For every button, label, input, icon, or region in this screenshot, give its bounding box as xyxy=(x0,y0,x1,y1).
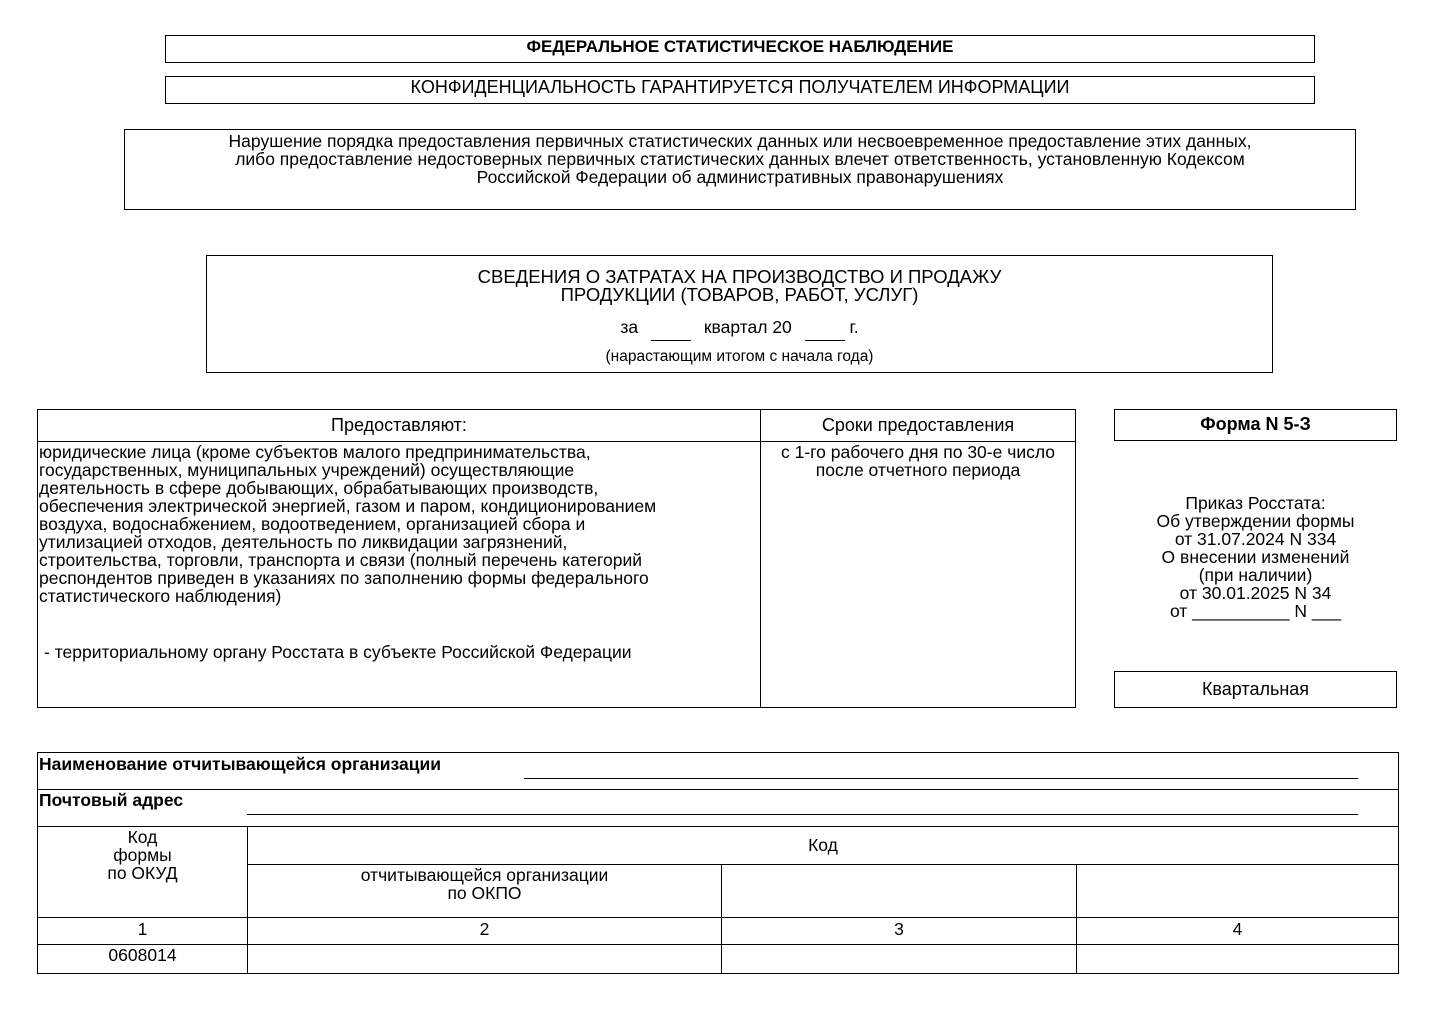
period-prefix: за xyxy=(620,317,639,337)
providers-line: воздуха, водоснабжением, водоотведением, организацией сбора и xyxy=(39,514,586,534)
okpo-header-line: по ОКПО xyxy=(447,883,522,903)
okud-header-line: по ОКУД xyxy=(107,863,178,883)
okpo-header-line: отчитывающейся организации xyxy=(360,865,609,885)
providers-header: Предоставляют: xyxy=(331,415,467,435)
okpo-code-field[interactable] xyxy=(248,945,721,974)
order-line: Об утверждении формы xyxy=(1156,511,1355,531)
col4-code-field[interactable] xyxy=(1077,945,1398,974)
deadline-line: с 1-го рабочего дня по 30-е число xyxy=(780,442,1055,462)
providers-line: деятельность в сфере добывающих, обрабатывающих производств, xyxy=(39,478,599,498)
column-number: 2 xyxy=(479,919,490,939)
report-period xyxy=(207,316,1272,341)
column-number: 4 xyxy=(1232,919,1243,939)
rosstat-order xyxy=(1114,494,1397,620)
column-number: 1 xyxy=(137,919,148,939)
providers-line: юридические лица (кроме субъектов малого предпринимательства, xyxy=(39,442,591,462)
report-title-line: СВЕДЕНИЯ О ЗАТРАТАХ НА ПРОИЗВОДСТВО И ПРОДАЖУ xyxy=(477,266,1002,287)
report-title xyxy=(207,268,1272,304)
cumulative-note: (нарастающим итогом с начала года) xyxy=(605,348,874,365)
period-quarter-label: квартал 20 xyxy=(703,317,792,337)
providers-line: обеспечения электрической энергией, газом и паром, кондиционированием xyxy=(39,496,657,516)
recipient-text: - территориальному органу Росстата в субъекте Российской Федерации xyxy=(44,642,632,662)
deadline-header: Сроки предоставления xyxy=(821,415,1015,435)
order-line: от __________ N ___ xyxy=(1169,601,1342,621)
postal-address-label: Почтовый адрес xyxy=(39,790,184,810)
row-divider xyxy=(38,826,1398,827)
organization-table xyxy=(37,752,1399,974)
quarter-input[interactable] xyxy=(651,316,691,341)
order-line: (при наличии) xyxy=(1198,565,1313,585)
providers-line: государственных, муниципальных учреждений) осуществляющие xyxy=(39,460,575,480)
year-input[interactable] xyxy=(805,316,845,341)
org-name-label: Наименование отчитывающейся организации xyxy=(39,754,441,774)
column-number: 3 xyxy=(894,919,904,939)
period-suffix: г. xyxy=(849,317,859,337)
deadline-line: после отчетного периода xyxy=(815,460,1021,480)
warning-line: Нарушение порядка предоставления первичных статистических данных или несвоевременное предоставление этих данных, xyxy=(228,131,1252,151)
form-number: Форма N 5-З xyxy=(1114,409,1397,441)
okpo-header xyxy=(248,866,721,902)
postal-address-field[interactable] xyxy=(247,795,1358,815)
providers-description xyxy=(39,443,759,605)
code-header: Код xyxy=(808,835,838,855)
warning-line: либо предоставление недостоверных первичных статистических данных влечет ответственность, установленную Кодексом xyxy=(235,149,1245,169)
providers-line: респондентов приведен в указаниях по заполнению формы федерального xyxy=(39,568,649,588)
confidentiality-header: КОНФИДЕНЦИАЛЬНОСТЬ ГАРАНТИРУЕТСЯ ПОЛУЧАТЕЛЕМ ИНФОРМАЦИИ xyxy=(165,76,1315,104)
warning-line: Российской Федерации об административных правонарушениях xyxy=(476,167,1004,187)
periodicity-box: Квартальная xyxy=(1114,671,1397,708)
providers-line: строительства, торговли, транспорта и связи (полный перечень категорий xyxy=(39,550,643,570)
okud-header-line: Код xyxy=(127,827,158,847)
order-line: Приказ Росстата: xyxy=(1185,493,1326,513)
report-title-block xyxy=(206,255,1273,373)
okud-code-value: 0608014 xyxy=(108,945,177,965)
providers-line: статистического наблюдения) xyxy=(39,586,282,606)
report-title-line: ПРОДУКЦИИ (ТОВАРОВ, РАБОТ, УСЛУГ) xyxy=(560,284,919,305)
col3-code-field[interactable] xyxy=(722,945,1076,974)
order-line: от 30.01.2025 N 34 xyxy=(1179,583,1332,603)
org-name-field[interactable] xyxy=(524,759,1358,779)
liability-warning xyxy=(124,129,1356,210)
providers-table xyxy=(37,409,1076,708)
order-line: от 31.07.2024 N 334 xyxy=(1174,529,1337,549)
okud-header xyxy=(38,828,247,882)
federal-observation-header: ФЕДЕРАЛЬНОЕ СТАТИСТИЧЕСКОЕ НАБЛЮДЕНИЕ xyxy=(165,35,1315,63)
providers-line: утилизацией отходов, деятельность по ликвидации загрязнений, xyxy=(39,532,568,552)
okud-header-line: формы xyxy=(113,845,172,865)
order-line: О внесении изменений xyxy=(1161,547,1350,567)
row-divider xyxy=(38,917,1398,918)
deadline-text xyxy=(761,443,1075,479)
row-divider xyxy=(38,789,1398,790)
